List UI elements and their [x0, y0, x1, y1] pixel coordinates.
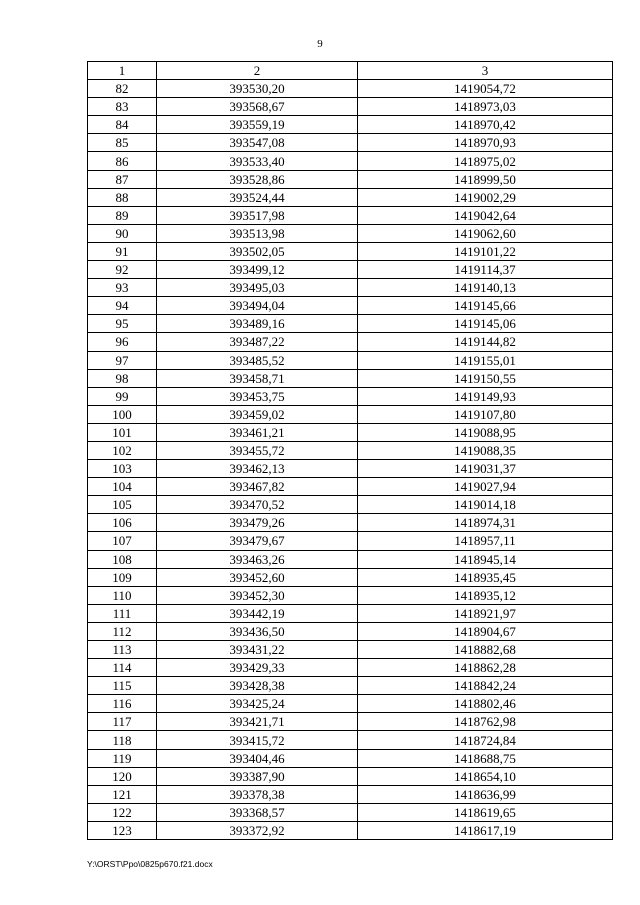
y-coordinate-cell: 1419145,06 [358, 315, 613, 333]
y-coordinate-cell: 1418935,12 [358, 586, 613, 604]
y-coordinate-cell: 1418935,45 [358, 568, 613, 586]
table-row [88, 188, 613, 206]
table-row [88, 152, 613, 170]
table-row [88, 460, 613, 478]
point-number-cell: 107 [88, 532, 157, 550]
point-number-cell: 123 [88, 821, 157, 839]
x-coordinate-cell: 393368,57 [157, 803, 358, 821]
table-row [88, 496, 613, 514]
x-coordinate-cell: 393499,12 [157, 261, 358, 279]
y-coordinate-cell: 1418957,11 [358, 532, 613, 550]
table-row [88, 441, 613, 459]
point-number-cell: 116 [88, 695, 157, 713]
x-coordinate-cell: 393479,67 [157, 532, 358, 550]
table-header-row [88, 62, 613, 80]
point-number-cell: 119 [88, 749, 157, 767]
x-coordinate-cell: 393431,22 [157, 641, 358, 659]
y-coordinate-cell: 1418762,98 [358, 713, 613, 731]
table-row [88, 586, 613, 604]
point-number-cell: 96 [88, 333, 157, 351]
x-coordinate-cell: 393467,82 [157, 478, 358, 496]
x-coordinate-cell: 393487,22 [157, 333, 358, 351]
y-coordinate-cell: 1418617,19 [358, 821, 613, 839]
x-coordinate-cell: 393421,71 [157, 713, 358, 731]
table-row [88, 821, 613, 839]
point-number-cell: 83 [88, 98, 157, 116]
point-number-cell: 114 [88, 659, 157, 677]
table-row [88, 550, 613, 568]
x-coordinate-cell: 393495,03 [157, 279, 358, 297]
y-coordinate-cell: 1418688,75 [358, 749, 613, 767]
x-coordinate-cell: 393459,02 [157, 405, 358, 423]
y-coordinate-cell: 1419144,82 [358, 333, 613, 351]
table-row [88, 116, 613, 134]
y-coordinate-cell: 1419140,13 [358, 279, 613, 297]
y-coordinate-cell: 1418975,02 [358, 152, 613, 170]
point-number-cell: 110 [88, 586, 157, 604]
y-coordinate-cell: 1419088,35 [358, 441, 613, 459]
y-coordinate-cell: 1418904,67 [358, 622, 613, 640]
y-coordinate-cell: 1419031,37 [358, 460, 613, 478]
x-coordinate-cell: 393530,20 [157, 80, 358, 98]
x-coordinate-cell: 393429,33 [157, 659, 358, 677]
x-coordinate-cell: 393442,19 [157, 604, 358, 622]
y-coordinate-cell: 1418970,93 [358, 134, 613, 152]
table-row [88, 224, 613, 242]
table-row [88, 659, 613, 677]
y-coordinate-cell: 1418654,10 [358, 767, 613, 785]
column-header-x-coordinate: 2 [157, 62, 358, 80]
x-coordinate-cell: 393462,13 [157, 460, 358, 478]
x-coordinate-cell: 393568,67 [157, 98, 358, 116]
point-number-cell: 89 [88, 206, 157, 224]
point-number-cell: 101 [88, 423, 157, 441]
table-row [88, 749, 613, 767]
x-coordinate-cell: 393428,38 [157, 677, 358, 695]
x-coordinate-cell: 393372,92 [157, 821, 358, 839]
y-coordinate-cell: 1418802,46 [358, 695, 613, 713]
point-number-cell: 90 [88, 224, 157, 242]
column-header-point-number: 1 [88, 62, 157, 80]
table-row [88, 478, 613, 496]
table-row [88, 387, 613, 405]
y-coordinate-cell: 1419002,29 [358, 188, 613, 206]
y-coordinate-cell: 1418862,28 [358, 659, 613, 677]
x-coordinate-cell: 393387,90 [157, 767, 358, 785]
table-row [88, 405, 613, 423]
point-number-cell: 85 [88, 134, 157, 152]
y-coordinate-cell: 1418842,24 [358, 677, 613, 695]
x-coordinate-cell: 393378,38 [157, 785, 358, 803]
y-coordinate-cell: 1419027,94 [358, 478, 613, 496]
table-row [88, 98, 613, 116]
table-row [88, 622, 613, 640]
table-row [88, 695, 613, 713]
point-number-cell: 112 [88, 622, 157, 640]
point-number-cell: 105 [88, 496, 157, 514]
x-coordinate-cell: 393458,71 [157, 369, 358, 387]
table-row [88, 767, 613, 785]
point-number-cell: 108 [88, 550, 157, 568]
page-number: 9 [317, 38, 323, 50]
table-row [88, 297, 613, 315]
point-number-cell: 93 [88, 279, 157, 297]
table-row [88, 369, 613, 387]
y-coordinate-cell: 1419062,60 [358, 224, 613, 242]
x-coordinate-cell: 393453,75 [157, 387, 358, 405]
x-coordinate-cell: 393452,30 [157, 586, 358, 604]
point-number-cell: 86 [88, 152, 157, 170]
y-coordinate-cell: 1419088,95 [358, 423, 613, 441]
x-coordinate-cell: 393470,52 [157, 496, 358, 514]
y-coordinate-cell: 1419149,93 [358, 387, 613, 405]
point-number-cell: 113 [88, 641, 157, 659]
point-number-cell: 88 [88, 188, 157, 206]
y-coordinate-cell: 1419145,66 [358, 297, 613, 315]
x-coordinate-cell: 393463,26 [157, 550, 358, 568]
point-number-cell: 115 [88, 677, 157, 695]
x-coordinate-cell: 393425,24 [157, 695, 358, 713]
y-coordinate-cell: 1419101,22 [358, 242, 613, 260]
table-row [88, 803, 613, 821]
column-header-y-coordinate: 3 [358, 62, 613, 80]
x-coordinate-cell: 393517,98 [157, 206, 358, 224]
point-number-cell: 120 [88, 767, 157, 785]
y-coordinate-cell: 1418882,68 [358, 641, 613, 659]
x-coordinate-cell: 393494,04 [157, 297, 358, 315]
y-coordinate-cell: 1419114,37 [358, 261, 613, 279]
x-coordinate-cell: 393489,16 [157, 315, 358, 333]
x-coordinate-cell: 393559,19 [157, 116, 358, 134]
table-row [88, 641, 613, 659]
point-number-cell: 98 [88, 369, 157, 387]
table-row [88, 423, 613, 441]
table-row [88, 677, 613, 695]
table-row [88, 333, 613, 351]
x-coordinate-cell: 393502,05 [157, 242, 358, 260]
x-coordinate-cell: 393461,21 [157, 423, 358, 441]
point-number-cell: 117 [88, 713, 157, 731]
point-number-cell: 92 [88, 261, 157, 279]
table-row [88, 242, 613, 260]
x-coordinate-cell: 393533,40 [157, 152, 358, 170]
table-row [88, 604, 613, 622]
x-coordinate-cell: 393524,44 [157, 188, 358, 206]
point-number-cell: 100 [88, 405, 157, 423]
x-coordinate-cell: 393528,86 [157, 170, 358, 188]
table-row [88, 351, 613, 369]
coordinates-table [87, 61, 613, 840]
x-coordinate-cell: 393479,26 [157, 514, 358, 532]
point-number-cell: 106 [88, 514, 157, 532]
table-row [88, 532, 613, 550]
y-coordinate-cell: 1419107,80 [358, 405, 613, 423]
point-number-cell: 103 [88, 460, 157, 478]
table-row [88, 80, 613, 98]
y-coordinate-cell: 1419042,64 [358, 206, 613, 224]
point-number-cell: 97 [88, 351, 157, 369]
x-coordinate-cell: 393513,98 [157, 224, 358, 242]
y-coordinate-cell: 1418636,99 [358, 785, 613, 803]
x-coordinate-cell: 393547,08 [157, 134, 358, 152]
x-coordinate-cell: 393415,72 [157, 731, 358, 749]
y-coordinate-cell: 1418999,50 [358, 170, 613, 188]
point-number-cell: 109 [88, 568, 157, 586]
y-coordinate-cell: 1419150,55 [358, 369, 613, 387]
point-number-cell: 84 [88, 116, 157, 134]
x-coordinate-cell: 393436,50 [157, 622, 358, 640]
y-coordinate-cell: 1419014,18 [358, 496, 613, 514]
y-coordinate-cell: 1418974,31 [358, 514, 613, 532]
table-row [88, 134, 613, 152]
point-number-cell: 95 [88, 315, 157, 333]
x-coordinate-cell: 393452,60 [157, 568, 358, 586]
footer-file-path: Y:\ORST\Ppo\0825p670.f21.docx [87, 859, 213, 869]
table-row [88, 514, 613, 532]
table-row [88, 279, 613, 297]
point-number-cell: 91 [88, 242, 157, 260]
point-number-cell: 87 [88, 170, 157, 188]
x-coordinate-cell: 393485,52 [157, 351, 358, 369]
table-row [88, 713, 613, 731]
point-number-cell: 122 [88, 803, 157, 821]
table-row [88, 315, 613, 333]
table-row [88, 568, 613, 586]
table-row [88, 261, 613, 279]
point-number-cell: 82 [88, 80, 157, 98]
point-number-cell: 99 [88, 387, 157, 405]
point-number-cell: 121 [88, 785, 157, 803]
table-row [88, 731, 613, 749]
table-row [88, 170, 613, 188]
y-coordinate-cell: 1418724,84 [358, 731, 613, 749]
point-number-cell: 118 [88, 731, 157, 749]
point-number-cell: 102 [88, 441, 157, 459]
y-coordinate-cell: 1418921,97 [358, 604, 613, 622]
y-coordinate-cell: 1419054,72 [358, 80, 613, 98]
y-coordinate-cell: 1418973,03 [358, 98, 613, 116]
point-number-cell: 111 [88, 604, 157, 622]
y-coordinate-cell: 1418945,14 [358, 550, 613, 568]
table-row [88, 785, 613, 803]
y-coordinate-cell: 1418619,65 [358, 803, 613, 821]
y-coordinate-cell: 1418970,42 [358, 116, 613, 134]
table-row [88, 206, 613, 224]
x-coordinate-cell: 393404,46 [157, 749, 358, 767]
point-number-cell: 94 [88, 297, 157, 315]
y-coordinate-cell: 1419155,01 [358, 351, 613, 369]
table-body [88, 80, 613, 840]
point-number-cell: 104 [88, 478, 157, 496]
x-coordinate-cell: 393455,72 [157, 441, 358, 459]
